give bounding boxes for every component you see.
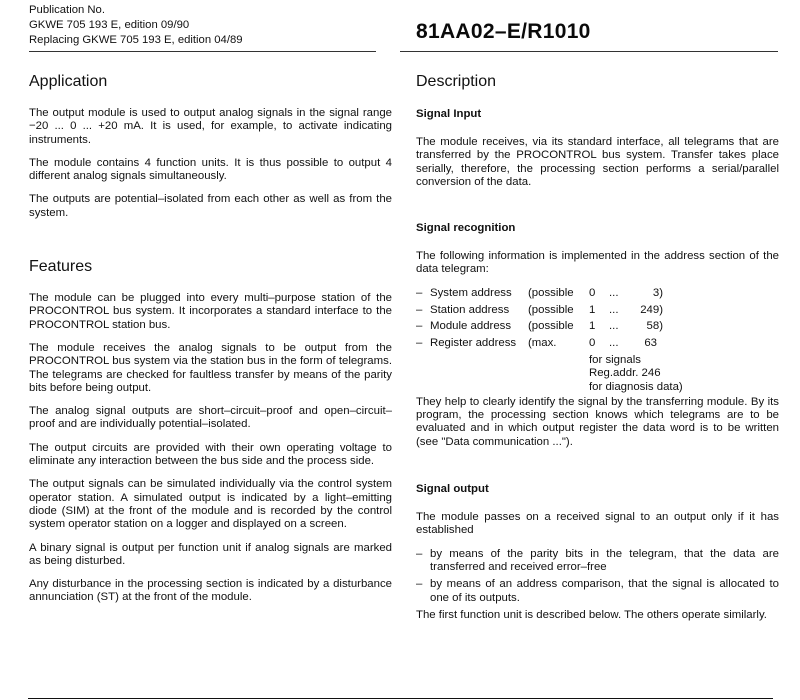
publication-label: Publication No.	[29, 4, 105, 16]
features-paragraph: The output signals can be simulated individually via the control system operator station. A simulated output is indicated by a light–emitting diode (SIM) at the front of the module and is recorded by the control system operator station on a logger and displayed on a screen.	[29, 478, 392, 531]
list-item: – by means of an address comparison, that the signal is allocated to one of its outputs.	[416, 578, 779, 605]
address-list	[416, 287, 779, 394]
list-item: – by means of the parity bits in the telegram, that the data are transferred and received error–free	[416, 548, 779, 575]
address-to: 58)	[646, 320, 663, 333]
address-name: System address	[430, 286, 512, 299]
address-to: 249)	[640, 303, 663, 316]
signal-recognition-intro: The following information is implemented in the address section of the data telegram:	[416, 250, 779, 276]
signal-output-heading: Signal output	[416, 483, 489, 496]
address-sep: ...	[609, 320, 619, 333]
signal-input-text: The module receives, via its standard interface, all telegrams that are transferred by the PROCONTROL bus system. Transfer takes place serially, therefore, the processing section performs a serial/parallel conversion of the data.	[416, 136, 779, 188]
address-qualifier: (possible	[528, 286, 574, 299]
features-paragraph: A binary signal is output per function unit if analog signals are marked as being disturbed.	[29, 541, 392, 567]
address-qualifier: (max.	[528, 337, 557, 350]
signal-recognition-section	[416, 221, 779, 449]
signal-input-section	[416, 107, 779, 189]
list-dash: –	[416, 303, 423, 316]
address-from: 1	[589, 303, 596, 316]
register-notes	[589, 354, 779, 394]
features-heading: Features	[29, 258, 93, 276]
application-paragraph: The output module is used to output analog signals in the signal range −20 ... 0 ... +20 mA. It is used, for example, to activate indicating instruments.	[29, 107, 392, 146]
application-heading: Application	[29, 73, 108, 90]
address-to: 3)	[652, 286, 663, 299]
address-qualifier: (possible	[528, 303, 574, 316]
left-column	[29, 72, 392, 605]
features-paragraph: The output circuits are provided with their own operating voltage to eliminate any interaction between the bus side and the process side.	[29, 441, 392, 468]
replacing-note: Replacing GKWE 705 193 E, edition 04/89	[29, 34, 243, 46]
register-note: for diagnosis data)	[589, 380, 683, 393]
application-paragraph: The module contains 4 function units. It is thus possible to output 4 different analog signals simultaneously.	[29, 156, 392, 183]
application-section	[29, 72, 392, 220]
address-name: Module address	[430, 320, 512, 333]
address-sep: ...	[609, 337, 619, 350]
address-from: 0	[589, 337, 596, 350]
address-from: 1	[589, 320, 596, 333]
address-sep: ...	[609, 303, 619, 316]
signal-output-outro: The first function unit is described below. The others operate similarly.	[416, 608, 767, 621]
address-to: 63	[644, 337, 657, 350]
features-section	[29, 257, 392, 605]
publication-info	[29, 3, 243, 48]
features-paragraph: The analog signal outputs are short–circuit–proof and open–circuit–proof and are individually potential–isolated.	[29, 405, 392, 431]
address-name: Register address	[430, 337, 517, 350]
address-name: Station address	[430, 303, 510, 316]
address-from: 0	[589, 286, 596, 299]
list-dash: –	[416, 286, 423, 299]
footer-divider	[28, 698, 773, 699]
features-paragraph: The module can be plugged into every multi–purpose station of the PROCONTROL bus system. It incorporates a standard interface to the PROCONTROL station bus.	[29, 292, 392, 331]
signal-input-heading: Signal Input	[416, 108, 482, 120]
address-qualifier: (possible	[528, 320, 574, 333]
signal-output-section	[416, 482, 779, 622]
list-dash: –	[416, 320, 423, 333]
register-note: for signals	[589, 353, 641, 366]
register-note: Reg.addr. 246	[589, 367, 661, 380]
signal-output-conditions	[416, 548, 779, 605]
features-paragraph: Any disturbance in the processing section is indicated by a disturbance annunciation (ST) at the front of the module.	[29, 578, 392, 604]
application-paragraph: The outputs are potential–isolated from each other as well as from the system.	[29, 193, 392, 219]
signal-output-intro: The module passes on a received signal to an output only if it has established	[416, 511, 779, 537]
publication-number: GKWE 705 193 E, edition 09/90	[29, 19, 190, 31]
list-dash: –	[416, 337, 423, 350]
document-code: 81AA02–E/R1010	[416, 20, 591, 43]
right-column	[416, 72, 779, 622]
signal-recognition-outro: They help to clearly identify the signal by the transferring module. By its program, the processing section knows which telegrams are to be evaluated and in which output register the data word is to be written (see "Data communication ...").	[416, 395, 779, 448]
header-divider-left	[29, 51, 376, 52]
header-divider-right	[400, 51, 778, 52]
features-paragraph: The module receives the analog signals to be output from the PROCONTROL bus system via the station bus in the form of telegrams. The telegrams are checked for faultless transfer by means of the parity bits before being output.	[29, 341, 392, 394]
description-heading: Description	[416, 73, 497, 90]
signal-recognition-heading: Signal recognition	[416, 222, 516, 235]
address-sep: ...	[609, 286, 619, 299]
